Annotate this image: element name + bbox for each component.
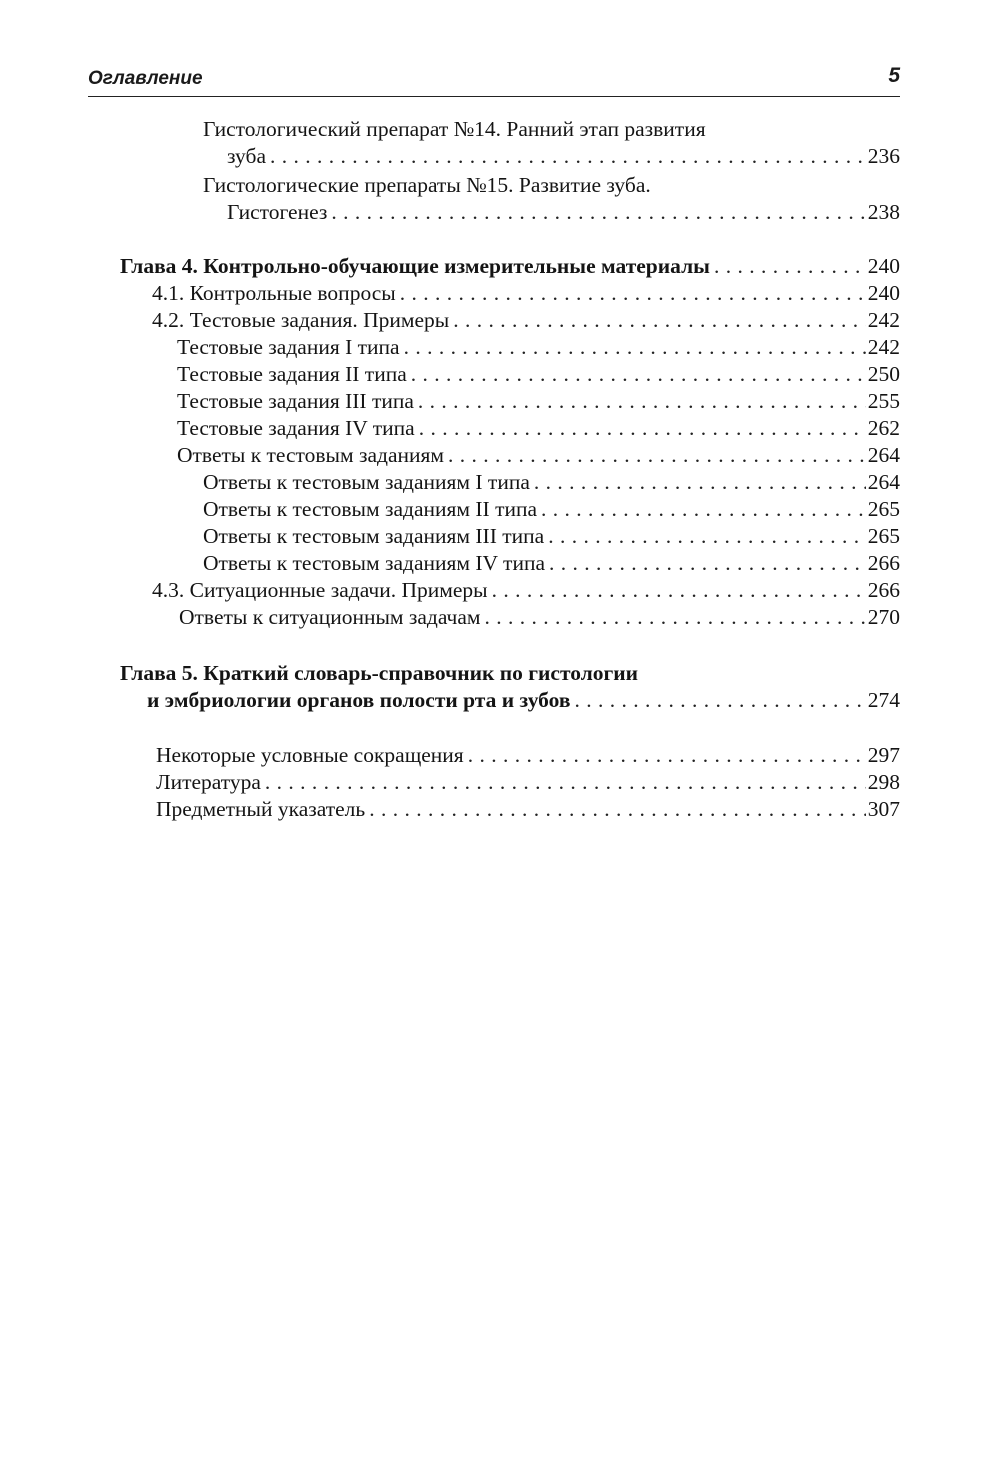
- leader-dots: [492, 577, 866, 603]
- toc-test-answers[interactable]: [177, 442, 900, 468]
- leader-dots: [270, 143, 866, 169]
- toc-entry-text: зуба: [227, 144, 266, 168]
- toc-page-number: 236: [867, 144, 900, 168]
- toc-literature[interactable]: [156, 769, 900, 795]
- toc-chapter-5[interactable]: [147, 687, 900, 713]
- toc-page-number: 242: [867, 308, 900, 332]
- header-rule: [88, 96, 900, 97]
- toc-tests-type-4[interactable]: [177, 415, 900, 441]
- toc-answers-type-1[interactable]: [203, 469, 900, 495]
- toc-page-number: 274: [867, 688, 900, 712]
- toc-section-4-1[interactable]: [152, 280, 900, 306]
- toc-entry-text: 4.3. Ситуационные задачи. Примеры: [152, 578, 488, 602]
- leader-dots: [369, 796, 866, 822]
- leader-dots: [548, 523, 866, 549]
- toc-entry-prep15-line1: Гистологические препараты №15. Развитие зуба.: [203, 173, 651, 197]
- leader-dots: [419, 415, 866, 441]
- toc-entry-text: Ответы к тестовым заданиям I типа: [203, 470, 530, 494]
- toc-page-number: 238: [867, 200, 900, 224]
- toc-page-number: 242: [867, 335, 900, 359]
- leader-dots: [574, 687, 865, 713]
- toc-entry-text: Глава 4. Контрольно-обучающие измерительные материалы: [120, 254, 710, 278]
- leader-dots: [448, 442, 866, 468]
- toc-page-number: 307: [867, 797, 900, 821]
- running-head-title: Оглавление: [88, 68, 203, 89]
- toc-page-number: 262: [867, 416, 900, 440]
- toc-chapter-4[interactable]: [120, 253, 900, 279]
- toc-entry-text: Ответы к тестовым заданиям: [177, 443, 445, 467]
- toc-entry-prep14[interactable]: [227, 143, 900, 169]
- toc-abbreviations[interactable]: [156, 742, 900, 768]
- running-head: [88, 62, 900, 96]
- toc-entry-text: и эмбриологии органов полости рта и зубов: [147, 688, 571, 712]
- toc-situation-answers[interactable]: [179, 604, 900, 630]
- toc-entry-text: Ответы к тестовым заданиям II типа: [203, 497, 538, 521]
- toc-page-number: 255: [867, 389, 900, 413]
- toc-entry-prep15[interactable]: [227, 199, 900, 225]
- toc-entry-text: Некоторые условные сокращения: [156, 743, 464, 767]
- leader-dots: [549, 550, 866, 576]
- toc-entry-text: Тестовые задания III типа: [177, 389, 414, 413]
- toc-page-number: 297: [867, 743, 900, 767]
- toc-tests-type-2[interactable]: [177, 361, 900, 387]
- toc-section-4-3[interactable]: [152, 577, 900, 603]
- toc-page-number: 265: [867, 497, 900, 521]
- leader-dots: [411, 361, 866, 387]
- leader-dots: [485, 604, 866, 630]
- toc-page-number: 265: [867, 524, 900, 548]
- leader-dots: [541, 496, 866, 522]
- toc-page-number: 264: [867, 443, 900, 467]
- leader-dots: [404, 334, 866, 360]
- toc-page-number: 266: [867, 551, 900, 575]
- toc-tests-type-1[interactable]: [177, 334, 900, 360]
- toc-answers-type-3[interactable]: [203, 523, 900, 549]
- leader-dots: [400, 280, 866, 306]
- toc-entry-text: 4.1. Контрольные вопросы: [152, 281, 396, 305]
- toc-answers-type-4[interactable]: [203, 550, 900, 576]
- toc-page-number: 298: [867, 770, 900, 794]
- toc-entry-text: Тестовые задания I типа: [177, 335, 400, 359]
- toc-entry-text: Предметный указатель: [156, 797, 366, 821]
- toc-entry-text: Гистогенез: [227, 200, 328, 224]
- toc-tests-type-3[interactable]: [177, 388, 900, 414]
- leader-dots: [418, 388, 866, 414]
- toc-entry-text: Ответы к тестовым заданиям III типа: [203, 524, 545, 548]
- toc-entry-prep14-line1: Гистологический препарат №14. Ранний этап развития: [203, 117, 706, 141]
- toc-subject-index[interactable]: [156, 796, 900, 822]
- toc-entry-text: Ответы к тестовым заданиям IV типа: [203, 551, 546, 575]
- toc-entry-text: Тестовые задания II типа: [177, 362, 407, 386]
- leader-dots: [453, 307, 866, 333]
- toc-answers-type-2[interactable]: [203, 496, 900, 522]
- toc-page-number: 266: [867, 578, 900, 602]
- toc-entry-text: Ответы к ситуационным задачам: [179, 605, 481, 629]
- toc-entry-text: 4.2. Тестовые задания. Примеры: [152, 308, 450, 332]
- toc-entry-text: Тестовые задания IV типа: [177, 416, 415, 440]
- toc-page-number: 270: [867, 605, 900, 629]
- leader-dots: [331, 199, 865, 225]
- toc-chapter-5-line1: Глава 5. Краткий словарь-справочник по гистологии: [120, 661, 639, 685]
- toc-page-number: 240: [867, 281, 900, 305]
- leader-dots: [534, 469, 866, 495]
- toc-page-number: 250: [867, 362, 900, 386]
- toc-page-number: 240: [867, 254, 900, 278]
- leader-dots: [265, 769, 866, 795]
- page-number: 5: [888, 64, 900, 87]
- toc-entry-text: Литература: [156, 770, 261, 794]
- toc-section-4-2[interactable]: [152, 307, 900, 333]
- toc-page-number: 264: [867, 470, 900, 494]
- leader-dots: [714, 253, 866, 279]
- leader-dots: [468, 742, 866, 768]
